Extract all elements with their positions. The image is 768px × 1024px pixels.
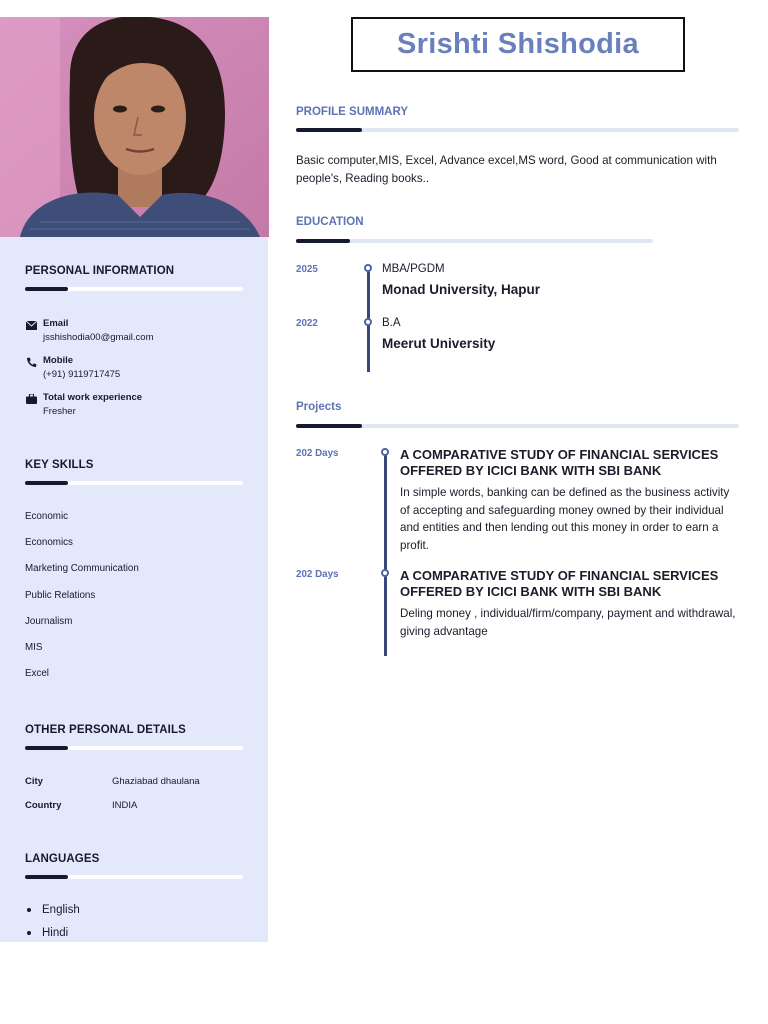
other-details-section bbox=[25, 724, 243, 750]
languages-section bbox=[25, 853, 243, 879]
other-details-list bbox=[25, 776, 243, 816]
project-description: Deling money , individual/firm/company, payment and withdrawal, giving advantage bbox=[400, 607, 736, 638]
candidate-name: Srishti Shishodia bbox=[397, 28, 639, 60]
project-duration: 202 Days bbox=[296, 448, 339, 459]
timeline-dot bbox=[381, 569, 389, 577]
language-item: Hindi bbox=[25, 927, 68, 939]
info-email bbox=[25, 318, 154, 343]
email-label: Email bbox=[43, 318, 69, 329]
section-divider bbox=[25, 875, 243, 879]
section-divider bbox=[296, 424, 739, 428]
info-mobile bbox=[25, 355, 120, 380]
skill-item: Marketing Communication bbox=[25, 563, 139, 574]
key-skills-list bbox=[25, 511, 243, 681]
skill-item: Journalism bbox=[25, 616, 73, 627]
key-skills-title: KEY SKILLS bbox=[25, 459, 94, 471]
section-divider bbox=[25, 481, 243, 485]
other-details-title: OTHER PERSONAL DETAILS bbox=[25, 724, 186, 736]
detail-row-country bbox=[25, 800, 137, 811]
education-year: 2022 bbox=[296, 318, 318, 329]
section-divider bbox=[296, 128, 739, 132]
timeline-dot bbox=[364, 264, 372, 272]
project-title: A COMPARATIVE STUDY OF FINANCIAL SERVICES OFFERED BY ICICI BANK WITH SBI BANK bbox=[400, 447, 719, 478]
detail-row-city bbox=[25, 776, 200, 787]
projects-timeline bbox=[384, 452, 387, 656]
personal-information-list bbox=[25, 318, 243, 428]
education-degree: B.A bbox=[382, 317, 401, 329]
detail-value: Ghaziabad dhaulana bbox=[112, 776, 200, 787]
envelope-icon bbox=[25, 319, 37, 331]
education-school: Meerut University bbox=[382, 336, 496, 351]
education-title: EDUCATION bbox=[296, 216, 364, 228]
portrait-image bbox=[0, 17, 269, 237]
skill-item: MIS bbox=[25, 642, 43, 653]
timeline-dot bbox=[381, 448, 389, 456]
detail-value: INDIA bbox=[112, 800, 138, 811]
languages-list bbox=[25, 904, 243, 944]
education-school: Monad University, Hapur bbox=[382, 282, 541, 297]
profile-summary-title: PROFILE SUMMARY bbox=[296, 106, 409, 118]
personal-information-section bbox=[25, 265, 243, 291]
skill-item: Economic bbox=[25, 511, 69, 522]
detail-key: City bbox=[25, 776, 43, 787]
briefcase-icon bbox=[25, 393, 37, 405]
mobile-value[interactable]: (+91) 9119717475 bbox=[43, 369, 121, 380]
info-experience bbox=[25, 392, 142, 417]
timeline-dot bbox=[364, 318, 372, 326]
education-year: 2025 bbox=[296, 264, 318, 275]
project-description: In simple words, banking can be defined as the business activity of accepting and safeguarding money owned by their individual and entities and then lending out this money in order to earn a profit. bbox=[400, 486, 730, 552]
section-divider bbox=[296, 239, 653, 243]
experience-value: Fresher bbox=[43, 406, 76, 417]
profile-summary-text: Basic computer,MIS, Excel, Advance excel,MS word, Good at communication with people's, Reading books.. bbox=[296, 154, 717, 185]
skill-item: Excel bbox=[25, 668, 49, 679]
name-header bbox=[351, 17, 685, 72]
section-divider bbox=[25, 746, 243, 750]
sidebar bbox=[0, 17, 268, 942]
key-skills-section bbox=[25, 459, 243, 485]
profile-photo bbox=[0, 17, 269, 237]
language-item: English bbox=[25, 904, 80, 916]
experience-label: Total work experience bbox=[43, 392, 143, 403]
email-value[interactable]: jsshishodia00@gmail.com bbox=[43, 332, 154, 343]
education-degree: MBA/PGDM bbox=[382, 263, 445, 275]
phone-icon bbox=[25, 356, 37, 368]
project-title: A COMPARATIVE STUDY OF FINANCIAL SERVICES OFFERED BY ICICI BANK WITH SBI BANK bbox=[400, 568, 719, 599]
languages-title: LANGUAGES bbox=[25, 853, 100, 865]
mobile-label: Mobile bbox=[43, 355, 74, 366]
detail-key: Country bbox=[25, 800, 62, 811]
project-duration: 202 Days bbox=[296, 569, 339, 580]
skill-item: Economics bbox=[25, 537, 73, 548]
section-divider bbox=[25, 287, 243, 291]
personal-information-title: PERSONAL INFORMATION bbox=[25, 265, 175, 277]
projects-title: Projects bbox=[296, 401, 342, 413]
skill-item: Public Relations bbox=[25, 590, 96, 601]
